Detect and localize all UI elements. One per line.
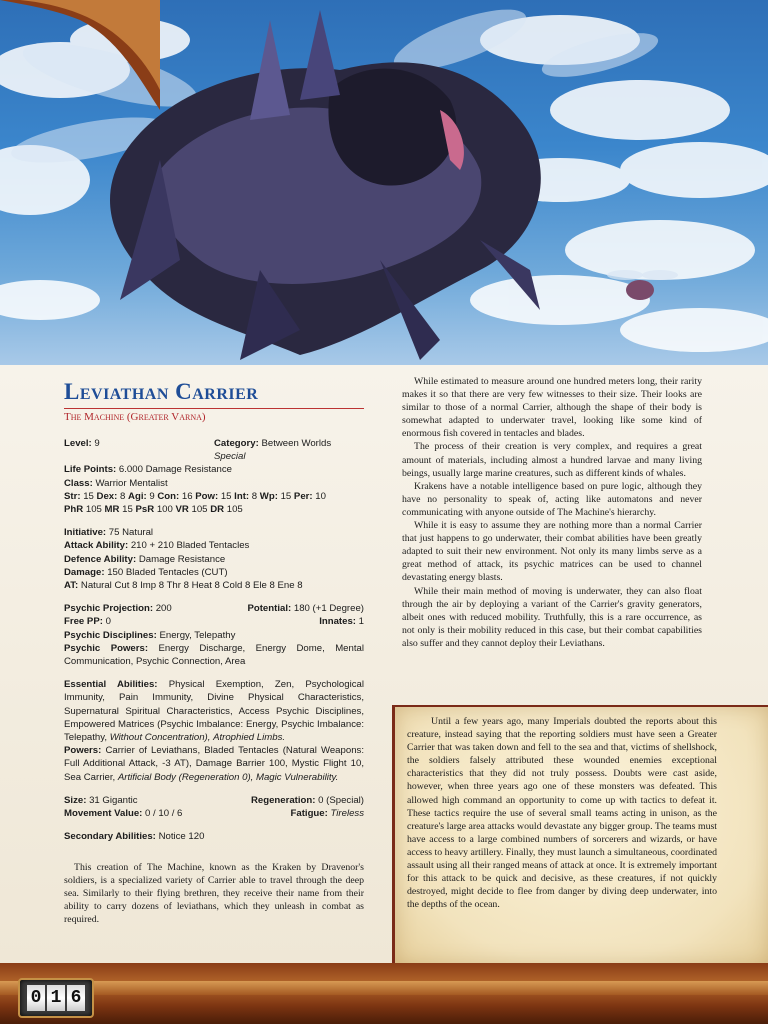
description-paragraph: Krakens have a notable intelligence based on pure logic, although they have no personality to speak of, acting like automatons and never communicating with anyone outside of The Machine's hierarchy. <box>402 480 702 518</box>
resist-label: DR <box>210 504 225 516</box>
attr-label: Int: <box>234 490 250 502</box>
resistances <box>64 503 364 516</box>
value: Tireless <box>330 808 364 820</box>
value-italic: Atrophied Limbs. <box>213 732 286 744</box>
value-italic: Artificial Body (Regeneration 0), Magic Vulnerability. <box>117 771 339 783</box>
label: Fatigue: <box>290 808 328 820</box>
gap <box>64 516 364 526</box>
attr-value: 15 <box>83 490 94 502</box>
value: 75 Natural <box>108 527 154 539</box>
label: Level: <box>64 438 92 449</box>
creature-illustration <box>0 0 768 365</box>
resist-value: 100 <box>156 504 173 516</box>
attr-value: 15 <box>220 490 232 502</box>
attr-value: 9 <box>149 490 155 502</box>
label: Movement Value: <box>64 808 143 820</box>
value: Energy Discharge, Energy Dome, Mental Communication, Psychic Connection, Area <box>64 642 364 668</box>
value: Warrior Mentalist <box>95 477 168 489</box>
resist-value: 105 <box>191 504 208 516</box>
label: Free PP: <box>64 616 103 628</box>
resist-value: 105 <box>226 504 243 516</box>
creature-title: Leviathan Carrier <box>64 379 259 404</box>
potential <box>247 602 364 615</box>
lore-sidebar <box>392 705 768 965</box>
description-paragraph: While it is easy to assume they are nothing more than a normal Carrier that just happens to go underwater, their combat abilities have been greatly adapted to suit their new environment. Not only its many limbs serve as a great method of attack, its psychic matrices can be used to channel devastating energy blasts. <box>402 520 702 584</box>
powers <box>64 744 364 784</box>
attr-value: 8 <box>251 490 258 502</box>
resist-label: PsR <box>135 504 155 516</box>
page-digit: 0 <box>27 985 45 1011</box>
label: Initiative: <box>64 527 107 539</box>
armor-type <box>64 579 364 592</box>
value: 9 <box>94 438 100 449</box>
fatigue <box>291 807 364 820</box>
gap <box>64 592 364 602</box>
category <box>214 437 364 463</box>
regeneration <box>251 794 364 807</box>
intro-paragraph: This creation of The Machine, known as the Kraken by Dravenor's soldiers, is a specialized variety of Carrier able to travel through the deep sea. Similarly to their flying brethren, they receive their name from their ability to carry dozens of leviathans, which they unleash in combat as required. <box>64 862 364 926</box>
gap <box>64 820 364 830</box>
sidebar-text: Until a few years ago, many Imperials doubted the reports about this creature, instead saying that the reporting soldiers must have seen a Greater Carrier that was taken down and fell to the sea and that, victims of shellshock, the soldiers falsely attributed these wounded enemies exceptional characteristics that they did not truly possess. Doubts were cast aside, however, when three years ago one of these monsters was defeated. This allowed high command an opportunity to come up with tactics to defeat it. These tactics require the use of several small teams acting in unison, as the creature's large area attacks would devastate any bigger group. The teams must have access to a large combined numbers of sorcerers and wizards, or have access to heavy artillery. Finally, they must launch a simultaneous, coordinated assault using all their ranged means of attack at once. It is extremely important for this attack to be quick and decisive, as these creatures, if not quickly destroyed, might decide to flee from danger by diving deep underwater, into the depths of the ocean. <box>407 716 717 911</box>
footer-band <box>0 981 768 995</box>
value: Carrier of Leviathans, Bladed Tentacles (Natural Weapons: Full Additional Attack, -3 AT), Damage Barrier 100, Mystic Flight 10, Sea Carrier, <box>64 745 364 783</box>
resist-label: VR <box>175 504 189 516</box>
corner-ornament <box>0 0 160 110</box>
value: 6.000 Damage Resistance <box>118 464 232 476</box>
value: Damage Resistance <box>138 553 226 565</box>
label: Psychic Projection: <box>64 603 154 615</box>
row-level <box>64 437 364 463</box>
label: Life Points: <box>64 464 117 476</box>
description-paragraph: The process of their creation is very complex, and requires a great amount of materials, including almost a hundred larvae and many living beings, usually large marine creatures, such as different kinds of whales. <box>402 441 702 479</box>
attr-label: Wp: <box>259 490 278 502</box>
movement-value <box>64 807 182 820</box>
row-movement <box>64 807 364 820</box>
value-italic: Without Concentration), <box>109 732 211 744</box>
level <box>64 437 214 463</box>
row-size <box>64 794 364 807</box>
attr-value: 15 <box>280 490 292 502</box>
value: 200 <box>155 603 172 615</box>
gap <box>64 784 364 794</box>
essential-abilities <box>64 678 364 744</box>
resist-label: PhR <box>64 504 84 516</box>
value: Natural Cut 8 Imp 8 Thr 8 Heat 8 Cold 8 Ele 8 Ene 8 <box>80 580 303 592</box>
creature-subtitle: The Machine (Greater Varna) <box>64 411 206 423</box>
footer-frame <box>0 963 768 1024</box>
page-number <box>18 978 94 1018</box>
stat-block <box>64 378 364 926</box>
label: Psychic Disciplines: <box>64 629 157 641</box>
attr-label: Con: <box>157 490 180 502</box>
label: Attack Ability: <box>64 540 129 552</box>
note: Special <box>214 451 246 463</box>
attr-label: Str: <box>64 490 81 502</box>
resist-value: 15 <box>122 504 133 516</box>
damage <box>64 566 364 579</box>
psychic-powers <box>64 642 364 668</box>
psychic-projection <box>64 602 172 615</box>
defence-ability <box>64 553 364 566</box>
description-column <box>402 375 702 650</box>
label: Essential Abilities: <box>64 679 158 691</box>
value: Energy, Telepathy <box>159 629 236 641</box>
attr-label: Per: <box>293 490 313 502</box>
size <box>64 794 138 807</box>
value: 150 Bladed Tentacles (CUT) <box>107 566 228 578</box>
attr-value: 8 <box>120 490 126 502</box>
label: Psychic Powers: <box>64 642 149 654</box>
attr-label: Dex: <box>96 490 118 502</box>
value: 1 <box>358 616 364 628</box>
row-psychic <box>64 602 364 615</box>
page-digit: 6 <box>67 985 85 1011</box>
value: 180 (+1 Degree) <box>293 603 364 615</box>
attr-label: Agi: <box>128 490 147 502</box>
label: Secondary Abilities: <box>64 831 156 843</box>
label: Regeneration: <box>250 794 316 806</box>
value: Notice 120 <box>158 831 205 843</box>
attributes <box>64 490 364 503</box>
value: 210 + 210 Bladed Tentacles <box>130 540 250 552</box>
value: 0 / 10 / 6 <box>145 808 183 820</box>
secondary-abilities <box>64 830 364 843</box>
label: Class: <box>64 477 93 489</box>
label: Defence Ability: <box>64 553 137 565</box>
psychic-disciplines <box>64 629 364 642</box>
label: Powers: <box>64 745 102 757</box>
value: Between Worlds <box>261 438 332 449</box>
label: AT: <box>64 580 79 592</box>
label: Innates: <box>319 616 356 628</box>
label: Damage: <box>64 566 105 578</box>
class <box>64 477 364 490</box>
attr-value: 10 <box>315 490 326 502</box>
label: Size: <box>64 794 87 806</box>
row-pp <box>64 615 364 628</box>
value: 31 Gigantic <box>89 794 138 806</box>
value: 0 (Special) <box>318 794 364 806</box>
innates <box>319 615 364 628</box>
title-rule <box>64 408 364 409</box>
attack-ability <box>64 539 364 552</box>
free-pp <box>64 615 111 628</box>
description-paragraph: While estimated to measure around one hundred meters long, their rarity makes it so that there are very few witnesses to their size. Their looks are similar to those of a normal Carrier, although the shape of their body is somewhat adapted to underwater travel, looking like some kind of enormous fish covered in tentacles and blades. <box>402 376 702 440</box>
life-points <box>64 463 364 476</box>
value: Physical Exemption, Zen, Psychological Immunity, Pain Immunity, Divine Physical Characteristics, Supernatural Spiritual Characteristics, Access Psychic Disciplines, Empowered Matrices (Psychic Imbalance: Energy, Psychic Imbalance: Telepathy, <box>64 679 364 744</box>
label: Potential: <box>247 603 292 615</box>
attr-label: Pow: <box>195 490 219 502</box>
resist-label: MR <box>104 504 120 516</box>
label: Category: <box>214 438 259 449</box>
stats <box>64 437 364 843</box>
gap <box>64 668 364 678</box>
resist-value: 105 <box>85 504 102 516</box>
description-paragraph: While their main method of moving is underwater, they can also float through the air by deploying a variant of the Carrier's gravity generators, albeit ones with reduced mobility. Truthfully, this is a rare occurrence, as not only is their mobility reduced in this case, but their combat capabilities also suffer and they cannot deploy their Leviathans. <box>402 585 702 649</box>
page-digit: 1 <box>47 985 65 1011</box>
attr-value: 16 <box>181 490 193 502</box>
initiative <box>64 526 364 539</box>
value: 0 <box>105 616 111 628</box>
